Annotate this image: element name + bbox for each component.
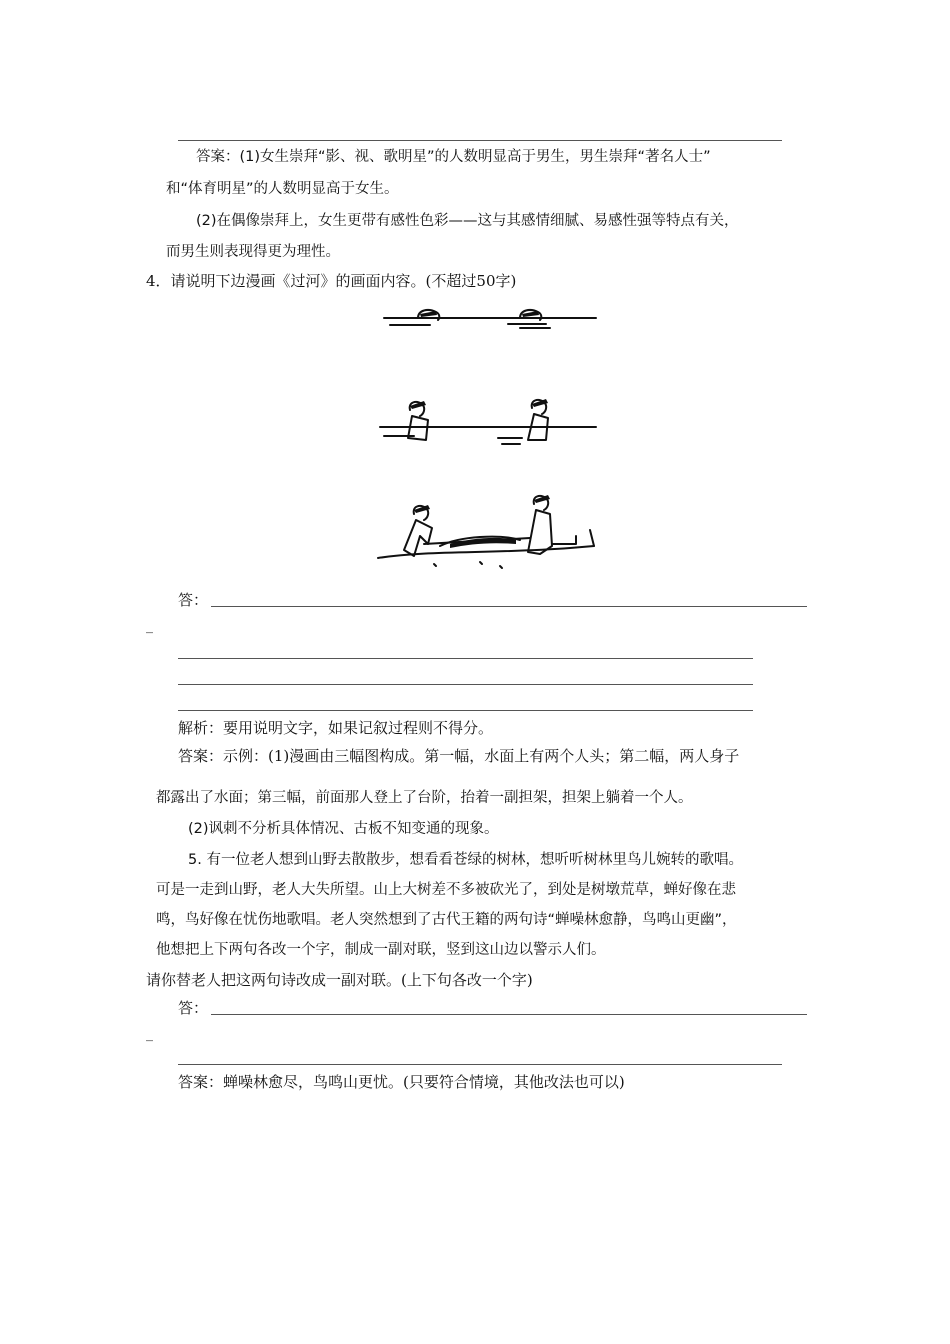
cartoon-panel-2 xyxy=(380,399,596,444)
q3-answer-line-2: 和“体育明星”的人数明显高于女生。 xyxy=(166,181,399,197)
q4-answer-line-1: 答案：示例：(1)漫画由三幅图构成。第一幅，水面上有两个人头；第二幅，两人身子 xyxy=(178,747,740,765)
q3-answer-line-3: (2)在偶像崇拜上，女生更带有感性色彩——这与其感情细腻、易感性强等特点有关， xyxy=(196,213,739,229)
q5-line-3: 鸣，鸟好像在忧伤地歌唱。老人突然想到了古代王籍的两句诗“蝉噪林愈静，鸟鸣山更幽”， xyxy=(156,912,737,928)
q4-answer-line-2: 都露出了水面；第三幅，前面那人登上了台阶，抬着一副担架，担架上躺着一个人。 xyxy=(156,790,693,806)
q5-line-2: 可是一走到山野，老人大失所望。山上大树差不多被砍光了，到处是树墩荒草，蝉好像在悲 xyxy=(156,882,736,898)
q4-question: 4．请说明下边漫画《过河》的画面内容。(不超过50字) xyxy=(146,272,517,290)
answer-line[interactable] xyxy=(178,710,753,711)
answer-underline xyxy=(178,140,782,141)
q5-line-1: 5. 有一位老人想到山野去散散步，想看看苍绿的树林，想听听树林里鸟儿婉转的歌唱。 xyxy=(188,852,743,868)
cartoon-panel-3 xyxy=(378,495,594,568)
q5-line-4: 他想把上下两句各改一个字，制成一副对联，竖到这山边以警示人们。 xyxy=(156,942,606,958)
q4-analysis: 解析：要用说明文字，如果记叙过程则不得分。 xyxy=(178,719,494,737)
line-continuation-mark: _ xyxy=(146,1026,153,1042)
q5-answer: 答案：蝉噪林愈尽，鸟鸣山更忧。(只要符合情境，其他改法也可以) xyxy=(178,1073,625,1091)
answer-line[interactable] xyxy=(211,606,807,607)
answer-line[interactable] xyxy=(178,658,753,659)
answer-line[interactable] xyxy=(178,684,753,685)
answer-line[interactable] xyxy=(178,1064,782,1065)
answer-line[interactable] xyxy=(211,1014,807,1015)
cartoon-panel-1 xyxy=(384,310,596,328)
q3-answer-line-1: 答案：(1)女生崇拜“影、视、歌明星”的人数明显高于男生，男生崇拜“著名人士” xyxy=(196,149,711,165)
q5-answer-label: 答： xyxy=(178,999,209,1017)
q4-answer-line-3: (2)讽刺不分析具体情况、古板不知变通的现象。 xyxy=(188,821,499,837)
cartoon-crossing-river xyxy=(370,300,610,580)
q3-answer-line-4: 而男生则表现得更为理性。 xyxy=(166,244,340,260)
line-continuation-mark: _ xyxy=(146,618,153,634)
q4-answer-label: 答： xyxy=(178,591,209,609)
q5-question: 请你替老人把这两句诗改成一副对联。(上下句各改一个字) xyxy=(146,971,533,989)
